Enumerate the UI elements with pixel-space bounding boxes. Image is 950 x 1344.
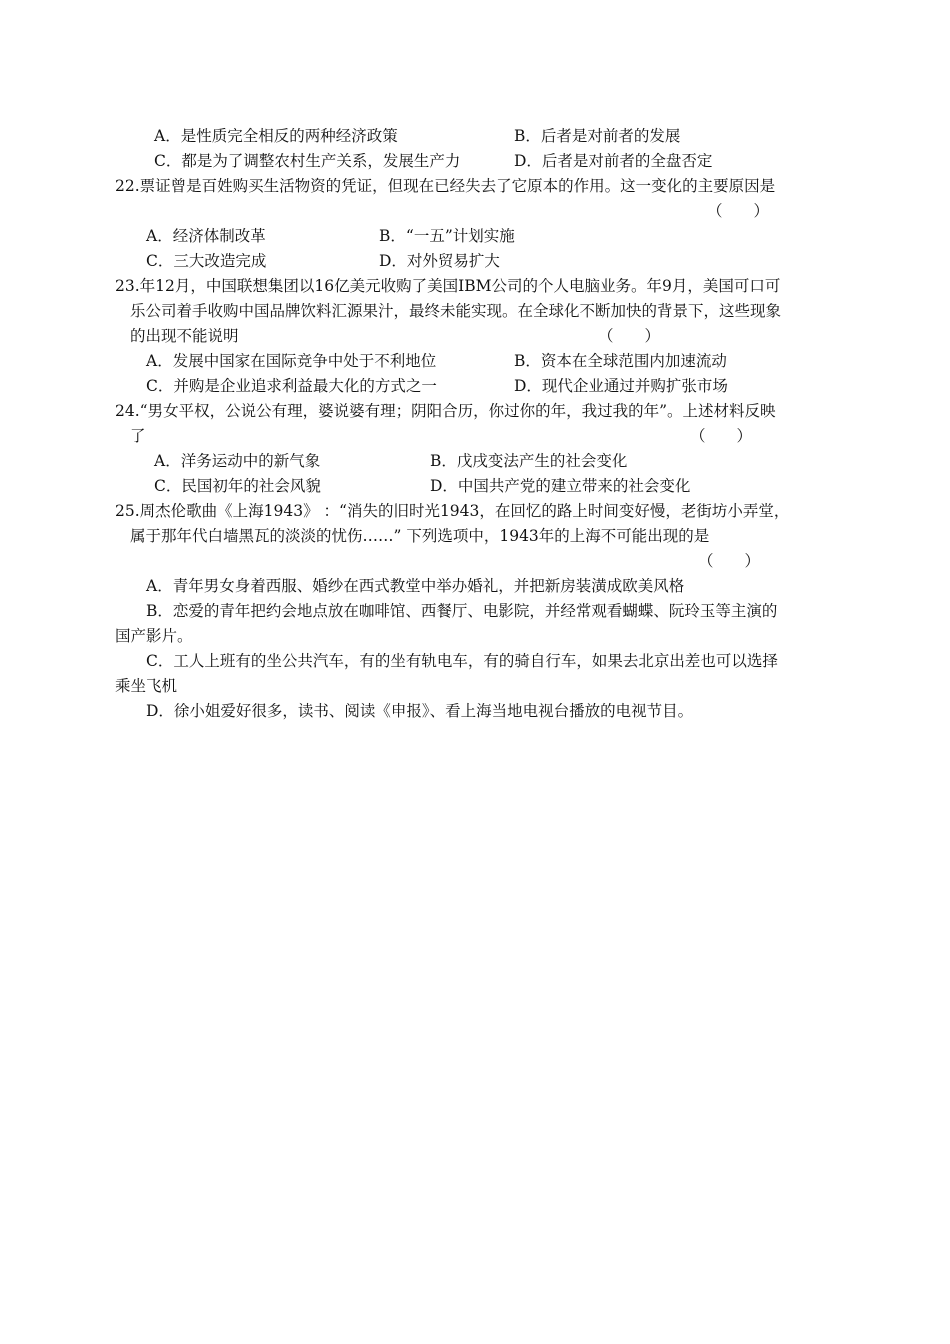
q23-answer-paren: （ ） <box>598 327 661 345</box>
q24-stem-line-2: 了 <box>130 427 146 445</box>
q22-option-d: D．对外贸易扩大 <box>379 252 500 270</box>
q21-option-c: C．都是为了调整农村生产关系，发展生产力 <box>154 152 461 170</box>
q25-option-b-line-1: B．恋爱的青年把约会地点放在咖啡馆、西餐厅、电影院，并经常观看蝴蝶、阮玲玉等主演的 <box>146 602 778 620</box>
q25-stem-line-1: 25.周杰伦歌曲《上海1943》 ：“消失的旧时光1943，在回忆的路上时间变好慢，老街坊小弄堂， <box>115 502 790 520</box>
q21-option-b: B．后者是对前者的发展 <box>514 127 681 145</box>
q24-answer-paren: （ ） <box>690 427 753 445</box>
q23-stem-line-3: 的出现不能说明 <box>130 327 239 345</box>
q21-option-d: D．后者是对前者的全盘否定 <box>514 152 713 170</box>
q22-option-b: B．“一五”计划实施 <box>379 227 515 245</box>
q23-option-d: D．现代企业通过并购扩张市场 <box>514 377 728 395</box>
q24-stem-line-1: 24.“男女平权，公说公有理，婆说婆有理；阴阳合历，你过你的年，我过我的年”。上述材料反映 <box>115 402 776 420</box>
q22-option-c: C．三大改造完成 <box>146 252 267 270</box>
q23-stem-line-2: 乐公司着手收购中国品牌饮料汇源果汁，最终未能实现。在全球化不断加快的背景下，这些现象 <box>130 302 782 320</box>
q25-stem-line-2: 属于那年代白墙黑瓦的淡淡的忧伤……” 下列选项中，1943年的上海不可能出现的是 <box>130 527 710 545</box>
q25-option-b-line-2: 国产影片。 <box>115 627 193 645</box>
q22-answer-paren: （ ） <box>707 202 770 220</box>
q25-option-c-line-2: 乘坐飞机 <box>115 677 178 695</box>
q22-stem: 22.票证曾是百姓购买生活物资的凭证，但现在已经失去了它原本的作用。这一变化的主要原因是 <box>115 177 776 195</box>
q23-stem-line-1: 23.年12月，中国联想集团以16亿美元收购了美国IBM公司的个人电脑业务。年9月，美国可口可 <box>115 277 781 295</box>
q25-answer-paren: （ ） <box>698 552 761 570</box>
q24-option-d: D．中国共产党的建立带来的社会变化 <box>430 477 691 495</box>
q21-option-a: A．是性质完全相反的两种经济政策 <box>154 127 398 145</box>
q22-option-a: A．经济体制改革 <box>146 227 266 245</box>
q25-option-a: A．青年男女身着西服、婚纱在西式教堂中举办婚礼，并把新房装潢成欧美风格 <box>146 577 685 595</box>
q23-option-a: A．发展中国家在国际竞争中处于不利地位 <box>146 352 437 370</box>
q23-option-c: C．并购是企业追求利益最大化的方式之一 <box>146 377 437 395</box>
q25-option-c-line-1: C．工人上班有的坐公共汽车，有的坐有轨电车，有的骑自行车，如果去北京出差也可以选择 <box>146 652 778 670</box>
q23-option-b: B．资本在全球范围内加速流动 <box>514 352 727 370</box>
q24-option-a: A．洋务运动中的新气象 <box>154 452 321 470</box>
q25-option-d: D．徐小姐爱好很多，读书、阅读《申报》、看上海当地电视台播放的电视节目。 <box>146 702 694 720</box>
q24-option-c: C．民国初年的社会风貌 <box>154 477 321 495</box>
q24-option-b: B．戊戌变法产生的社会变化 <box>430 452 628 470</box>
